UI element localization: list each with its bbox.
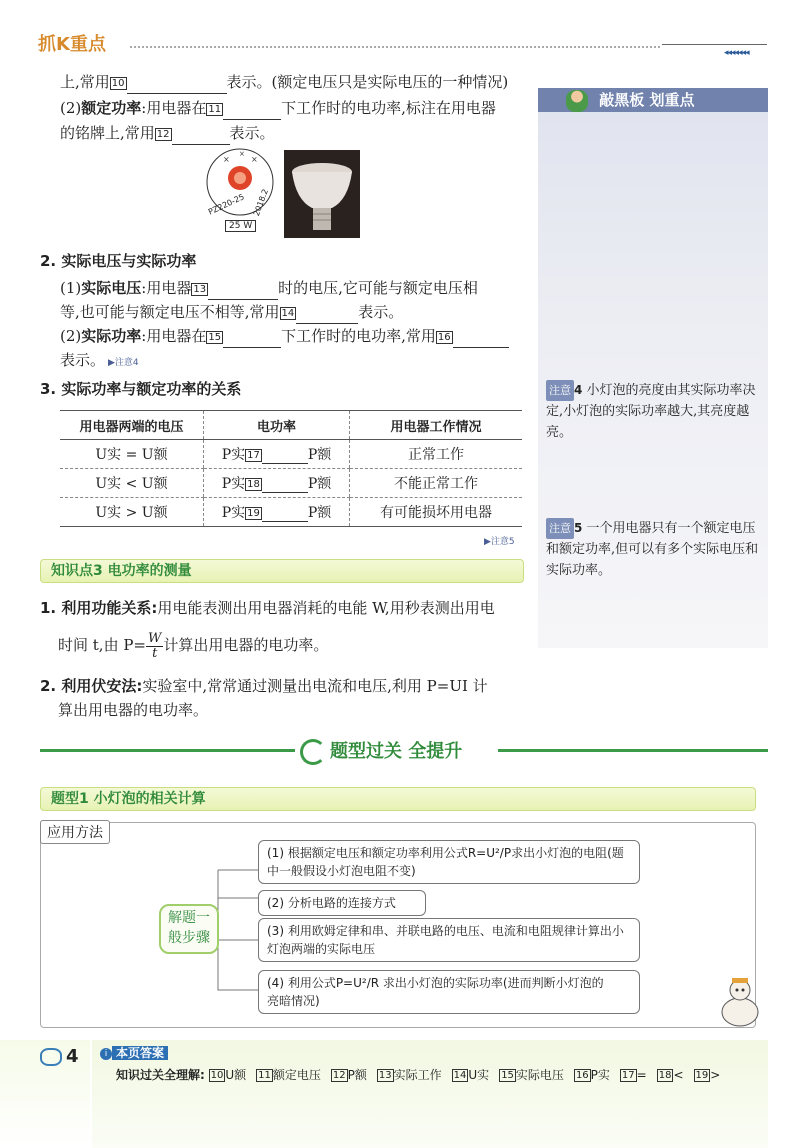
kp3-item-2-line2: 算出用电器的电功率。: [58, 701, 209, 719]
step-2: (2) 分析电路的连接方式: [258, 890, 426, 916]
answers-line: 知识过关全理解: 10 U额 11 额定电压 12 P额 13 实际工作 14 U实 15 实际电压 16 P实 17 = 18 < 19 >: [116, 1066, 730, 1083]
header-arrows: ◂◂◂◂◂◂◂: [724, 48, 749, 58]
answer-item: [377, 1068, 442, 1082]
answer-number: 12: [332, 1070, 346, 1081]
answer-value: P实: [590, 1068, 610, 1082]
answer-value: U额: [225, 1068, 247, 1082]
answers-label: i 本页答案: [100, 1044, 168, 1061]
table-header-row: [60, 411, 522, 440]
answer-value: 额定电压: [272, 1068, 321, 1082]
voltage-cell: U实 > U额: [60, 498, 204, 527]
answer-item: [694, 1068, 721, 1082]
step-1: (1) 根据额定电压和额定功率利用公式R=U²/P求出小灯泡的电阻(题 中一般假设小灯泡电阻不变): [258, 840, 640, 884]
answer-number: 17: [621, 1070, 635, 1081]
answer-value: 实际电压: [515, 1068, 564, 1082]
answer-value: U实: [468, 1068, 490, 1082]
step-3: (3) 利用欧姆定律和串、并联电路的电压、电流和电阻规律计算出小 灯泡两端的实际电压: [258, 918, 640, 962]
teacher-figure-icon: [566, 90, 588, 112]
light-bulb-icon: [284, 150, 360, 238]
answer-value: >: [710, 1068, 721, 1082]
voltage-cell: U实 = U额: [60, 440, 204, 469]
banner-rule-right: [498, 749, 768, 752]
power-cell: P实 17 P额: [204, 440, 350, 469]
power-relation-table: [60, 410, 522, 527]
answer-number: 16: [575, 1070, 589, 1081]
power-cell: P实 19 P额: [204, 498, 350, 527]
answer-item: [209, 1068, 247, 1082]
page-number: 4: [40, 1046, 79, 1067]
svg-text:×: ×: [251, 155, 258, 164]
table-row: [60, 498, 522, 527]
col-header-power: 电功率: [204, 411, 350, 440]
answer-item: [499, 1068, 564, 1082]
answer-number: 19: [695, 1070, 709, 1081]
section-3-title: 3. 实际功率与额定功率的关系: [40, 380, 242, 398]
step-4: (4) 利用公式P=U²/R 求出小灯泡的实际功率(进而判断小灯泡的 亮暗情况): [258, 970, 640, 1014]
sec2-para2-line2: 表示。 ▶注意4: [60, 351, 139, 369]
sidebar-title-bar: 敲黑板 划重点: [538, 88, 768, 112]
answer-number: 15: [501, 1070, 514, 1081]
steps-center-label: 解题一 般步骤: [159, 904, 219, 954]
header-rule: [662, 44, 767, 45]
bulb-nameplate: [203, 142, 277, 238]
cartoon-mascot-icon: [712, 972, 768, 1028]
note-tag: 注意: [546, 380, 574, 401]
banner-rule-left: [40, 749, 295, 752]
section-2-title: 2. 实际电压与实际功率: [40, 252, 197, 270]
note-5-ref[interactable]: ▶注意5: [484, 537, 515, 547]
status-cell: 正常工作: [350, 440, 523, 469]
answer-number: 14: [453, 1070, 467, 1081]
svg-text:×: ×: [239, 150, 245, 158]
svg-text:×: ×: [223, 155, 230, 164]
nameplate-spec: PZ220-25: [206, 192, 246, 217]
answer-value: 实际工作: [393, 1068, 442, 1082]
answer-item: [657, 1068, 684, 1082]
answer-number: 18: [658, 1070, 672, 1081]
power-cell: P实 18 P额: [204, 469, 350, 498]
swirl-icon: [300, 739, 326, 765]
page-logo-icon: [40, 1048, 62, 1066]
answer-value: P额: [347, 1068, 367, 1082]
info-icon: i: [100, 1048, 112, 1060]
kp3-title-bar: 知识点3 电功率的测量: [40, 559, 524, 583]
intro-line-2: (2)额定功率:用电器在 11 下工作时的电功率,标注在用电器: [60, 96, 496, 120]
answer-value: =: [636, 1068, 647, 1082]
qtype-title-bar: 题型1 小灯泡的相关计算: [40, 787, 756, 811]
sec2-para1-line2: 等,也可能与额定电压不相等,常用 14 表示。: [60, 300, 403, 324]
answer-number: 10: [210, 1070, 224, 1081]
header-dotted-line: [130, 46, 660, 48]
nameplate-date: 2018.2: [251, 187, 271, 218]
status-cell: 不能正常工作: [350, 469, 523, 498]
kp3-item-1-line1: 1. 利用功能关系:用电能表测出用电器消耗的电能 W,用秒表测出用电: [40, 599, 495, 617]
sec2-para2-line1: (2)实际功率:用电器在 15 下工作时的电功率,常用 16: [60, 324, 509, 348]
kp3-item-1-line2: 时间 t,由 P= $\frac{W}{t}$ 计算出用电器的电功率。: [58, 630, 329, 661]
nameplate-watt: 25 W: [225, 220, 256, 232]
answer-value: <: [673, 1068, 684, 1082]
answer-item: [620, 1068, 647, 1082]
answer-item: [574, 1068, 610, 1082]
sec2-para1-line1: (1)实际电压:用电器 13 时的电压,它可能与额定电压相: [60, 276, 478, 300]
note-tag: 注意: [546, 518, 574, 539]
table-row: [60, 469, 522, 498]
bulb-photo: [284, 150, 360, 238]
intro-line-1: 上,常用 10 表示。(额定电压只是实际电压的一种情况): [60, 70, 508, 94]
answer-item: [256, 1068, 321, 1082]
intro-line-3: 的铭牌上,常用 12 表示。: [60, 121, 275, 145]
answer-item: [452, 1068, 490, 1082]
answer-number: 11: [258, 1070, 271, 1081]
footer-answer-bg: [92, 1040, 768, 1148]
table-row: [60, 440, 522, 469]
col-header-voltage: 用电器两端的电压: [60, 411, 204, 440]
status-cell: 有可能损坏用电器: [350, 498, 523, 527]
header-logo: 抓K重点: [38, 34, 106, 55]
col-header-status: 用电器工作情况: [350, 411, 523, 440]
method-label: 应用方法: [40, 820, 110, 844]
answer-number: 13: [378, 1070, 392, 1081]
answer-item: [331, 1068, 367, 1082]
banner-title: 题型过关 全提升: [300, 737, 462, 765]
note-4: 注意 4 小灯泡的亮度由其实际功率决定,小灯泡的实际功率越大,其亮度越亮。: [546, 380, 760, 443]
note-4-ref[interactable]: ▶注意4: [108, 358, 139, 368]
note-5: 注意 5 一个用电器只有一个额定电压和额定功率,但可以有多个实际电压和实际功率。: [546, 518, 760, 581]
answers-list: [209, 1068, 731, 1082]
voltage-cell: U实 < U额: [60, 469, 204, 498]
kp3-item-2-line1: 2. 利用伏安法:实验室中,常常通过测量出电流和电压,利用 P=UI 计: [40, 677, 488, 695]
fraction: $\frac{W}{t}$: [148, 630, 162, 661]
